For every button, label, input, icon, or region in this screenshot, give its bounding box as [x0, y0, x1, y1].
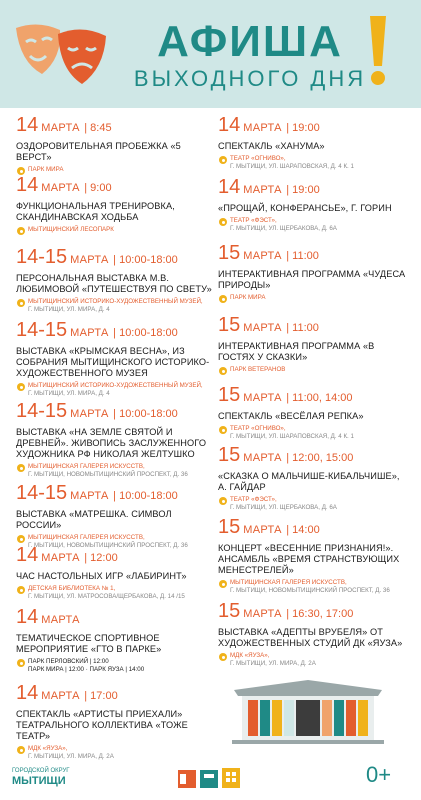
event-card	[218, 384, 364, 440]
event-month: МАРТА	[41, 690, 80, 702]
event-month: МАРТА	[243, 608, 282, 620]
event-name: ВЫСТАВКА «МАТРЕШКА. СИМВОЛ РОССИИ»	[16, 509, 172, 530]
event-name: СПЕКТАКЛЬ «ВЕСЁЛАЯ РЕПКА»	[218, 411, 364, 421]
event-month: МАРТА	[70, 490, 109, 502]
event-name: ЧАС НАСТОЛЬНЫХ ИГР «ЛАБИРИНТ»	[16, 571, 187, 581]
location-pin-icon	[219, 426, 227, 434]
event-month: МАРТА	[243, 122, 282, 134]
event-place: ТЕАТР «ОГНИВО», Г. МЫТИЩИ, УЛ. ШАРАПОВСКАЯ, Д. 4 К. 1	[218, 155, 354, 170]
event-month: МАРТА	[70, 408, 109, 420]
event-day: 14-15	[16, 246, 68, 268]
location-pin-icon	[219, 580, 227, 588]
event-card	[218, 444, 408, 511]
event-card	[16, 682, 212, 760]
event-day: 15	[218, 384, 241, 406]
event-time: | 10:00-18:00	[113, 254, 178, 266]
event-day: 14-15	[16, 319, 68, 341]
event-time: | 17:00	[84, 690, 118, 702]
event-card	[218, 114, 354, 170]
event-month: МАРТА	[70, 254, 109, 266]
event-month: МАРТА	[243, 184, 282, 196]
partner-logos-icon	[178, 766, 242, 790]
logo-small-text: ГОРОДСКОЙ ОКРУГ	[12, 768, 70, 774]
event-card	[16, 246, 212, 313]
event-name: ИНТЕРАКТИВНАЯ ПРОГРАММА «В ГОСТЯХ У СКАЗКИ»	[218, 341, 375, 362]
event-time: | 10:00-18:00	[113, 327, 178, 339]
event-name: ФУНКЦИОНАЛЬНАЯ ТРЕНИРОВКА, СКАНДИНАВСКАЯ ХОДЬБА	[16, 201, 175, 222]
event-month: МАРТА	[41, 182, 80, 194]
event-name: КОНЦЕРТ «ВЕСЕННИЕ ПРИЗНАНИЯ!». АНСАМБЛЬ «ВРЕМЯ СТРАНСТВУЮЩИХ МЕНЕСТРЕЛЕЙ»	[218, 543, 400, 575]
event-time: | 19:00	[286, 184, 320, 196]
event-name: «ПРОЩАЙ, КОНФЕРАНСЬЕ», Г. ГОРИН	[218, 203, 392, 213]
event-place: МЫТИЩИНСКИЙ ИСТОРИКО-ХУДОЖЕСТВЕННЫЙ МУЗЕЙ, Г. МЫТИЩИ, УЛ. МИРА, Д. 4	[16, 298, 212, 313]
event-day: 14-15	[16, 482, 68, 504]
event-place: МЫТИЩИНСКИЙ ИСТОРИКО-ХУДОЖЕСТВЕННЫЙ МУЗЕЙ, Г. МЫТИЩИ, УЛ. МИРА, Д. 4	[16, 382, 212, 397]
event-place: ПАРК МИРА	[218, 294, 408, 302]
event-place: МДК «ЯУЗА», Г. МЫТИЩИ, УЛ. МИРА, Д. 2А	[218, 652, 408, 667]
header	[0, 0, 421, 108]
event-name: ВЫСТАВКА «АДЕПТЫ ВРУБЕЛЯ» ОТ ХУДОЖЕСТВЕННЫХ СТУДИЙ ДК «ЯУЗА»	[218, 627, 403, 648]
location-pin-icon	[17, 227, 25, 235]
location-pin-icon	[17, 535, 25, 543]
event-card	[218, 242, 408, 302]
event-day: 14-15	[16, 400, 68, 422]
event-place: ТЕАТР «ФЭСТ», Г. МЫТИЩИ, УЛ. ЩЕРБАКОВА, Д. 6А	[218, 217, 392, 232]
event-month: МАРТА	[243, 452, 282, 464]
event-time: | 19:00	[286, 122, 320, 134]
event-card	[16, 544, 187, 600]
theater-masks-icon	[12, 18, 110, 90]
event-time: | 12:00, 15:00	[286, 452, 354, 464]
event-card	[16, 606, 212, 673]
event-day: 15	[218, 600, 241, 622]
event-place: МЫТИЩИНСКАЯ ГАЛЕРЕЯ ИСКУССТВ, Г. МЫТИЩИ, НОВОМЫТИЩИНСКИЙ ПРОСПЕКТ, Д. 36	[16, 534, 212, 549]
event-time: | 11:00	[286, 250, 319, 262]
event-day: 14	[16, 114, 39, 136]
event-place: ПАРК ПЕРЛОВСКИЙ | 12:00 ПАРК МИРА | 12:00 · ПАРК ЯУЗА | 14:00	[16, 658, 212, 673]
event-day: 15	[218, 314, 241, 336]
event-place: МЫТИЩИНСКИЙ ЛЕСОПАРК	[16, 226, 212, 234]
location-pin-icon	[219, 218, 227, 226]
event-name: ПЕРСОНАЛЬНАЯ ВЫСТАВКА М.В. ЛЮБИМОВОЙ «ПУТЕШЕСТВУЯ ПО СВЕТУ»	[16, 273, 212, 294]
event-place: ПАРК ВЕТЕРАНОВ	[218, 366, 408, 374]
event-day: 14	[16, 606, 39, 628]
event-time: | 9:00	[84, 182, 112, 194]
event-time: | 10:00-18:00	[113, 408, 178, 420]
event-place: ПАРК МИРА	[16, 166, 212, 174]
location-pin-icon	[219, 367, 227, 375]
event-day: 14	[16, 174, 39, 196]
event-day: 14	[218, 176, 241, 198]
event-month: МАРТА	[243, 250, 282, 262]
event-time: | 10:00-18:00	[113, 490, 178, 502]
exclamation-icon	[366, 14, 390, 88]
event-name: СПЕКТАКЛЬ «ХАНУМА»	[218, 141, 325, 151]
event-time: | 11:00	[286, 322, 319, 334]
event-card	[16, 482, 212, 549]
event-time: | 12:00	[84, 552, 118, 564]
event-month: МАРТА	[243, 524, 282, 536]
event-time: | 16:30, 17:00	[286, 608, 354, 620]
location-pin-icon	[219, 653, 227, 661]
event-day: 15	[218, 444, 241, 466]
event-place: МЫТИЩИНСКАЯ ГАЛЕРЕЯ ИСКУССТВ, Г. МЫТИЩИ, НОВОМЫТИЩИНСКИЙ ПРОСПЕКТ, Д. 36	[16, 463, 212, 478]
logo-big-text: МЫТИЩИ	[12, 775, 66, 787]
event-name: ИНТЕРАКТИВНАЯ ПРОГРАММА «ЧУДЕСА ПРИРОДЫ»	[218, 269, 406, 290]
event-place: ТЕАТР «ОГНИВО», Г. МЫТИЩИ, УЛ. ШАРАПОВСКАЯ, Д. 4 К. 1	[218, 425, 364, 440]
event-day: 15	[218, 516, 241, 538]
location-pin-icon	[17, 464, 25, 472]
event-card	[16, 114, 212, 174]
event-card	[218, 314, 408, 374]
event-name: ОЗДОРОВИТЕЛЬНАЯ ПРОБЕЖКА «5 ВЕРСТ»	[16, 141, 181, 162]
event-month: МАРТА	[243, 322, 282, 334]
event-name: ВЫСТАВКА «КРЫМСКАЯ ВЕСНА», ИЗ СОБРАНИЯ МЫТИЩИНСКОГО ИСТОРИКО-ХУДОЖЕСТВЕННОГО МУЗЕЯ	[16, 346, 210, 378]
location-pin-icon	[219, 295, 227, 303]
event-time: | 8:45	[84, 122, 112, 134]
location-pin-icon	[17, 383, 25, 391]
age-rating-badge: 0+	[366, 762, 392, 787]
page-subtitle: ВЫХОДНОГО ДНЯ	[133, 66, 367, 91]
event-month: МАРТА	[41, 552, 80, 564]
event-day: 14	[16, 682, 39, 704]
location-pin-icon	[17, 299, 25, 307]
event-card	[16, 319, 212, 397]
event-time: | 11:00, 14:00	[286, 392, 353, 404]
event-month: МАРТА	[243, 392, 282, 404]
event-time: | 14:00	[286, 524, 320, 536]
event-day: 14	[218, 114, 241, 136]
event-day: 15	[218, 242, 241, 264]
city-logo	[12, 768, 72, 787]
location-pin-icon	[17, 586, 25, 594]
event-card	[218, 176, 392, 232]
location-pin-icon	[219, 156, 227, 164]
event-place: МЫТИЩИНСКАЯ ГАЛЕРЕЯ ИСКУССТВ, Г. МЫТИЩИ, НОВОМЫТИЩИНСКИЙ ПРОСПЕКТ, Д. 36	[218, 579, 408, 594]
event-place: ТЕАТР «ФЭСТ», Г. МЫТИЩИ, УЛ. ЩЕРБАКОВА, Д. 6А	[218, 496, 408, 511]
event-place: МДК «ЯУЗА», Г. МЫТИЩИ, УЛ. МИРА, Д. 2А	[16, 745, 212, 760]
event-card	[218, 516, 408, 594]
event-month: МАРТА	[70, 327, 109, 339]
building-illustration	[228, 676, 388, 746]
event-day: 14	[16, 544, 39, 566]
event-place: ДЕТСКАЯ БИБЛИОТЕКА № 1, Г. МЫТИЩИ, УЛ. МАТРОСОВА/ЩЕРБАКОВА, Д. 14 /15	[16, 585, 187, 600]
event-month: МАРТА	[41, 122, 80, 134]
event-month: МАРТА	[41, 614, 80, 626]
event-name: ТЕМАТИЧЕСКОЕ СПОРТИВНОЕ МЕРОПРИЯТИЕ «ГТО В ПАРКЕ»	[16, 633, 162, 654]
event-card	[16, 174, 212, 234]
event-card	[218, 600, 408, 667]
page-title: АФИША	[157, 17, 343, 66]
event-name: «СКАЗКА О МАЛЬЧИШЕ-КИБАЛЬЧИШЕ», А. ГАЙДАР	[218, 471, 400, 492]
location-pin-icon	[17, 746, 25, 754]
location-pin-icon	[17, 659, 25, 667]
event-card	[16, 400, 212, 478]
event-name: ВЫСТАВКА «НА ЗЕМЛЕ СВЯТОЙ И ДРЕВНЕЙ». ЖИВОПИСЬ ЗАСЛУЖЕННОГО ХУДОЖНИКА РФ НИКОЛАЯ ЖЕЛТУШКО	[16, 427, 207, 459]
event-name: СПЕКТАКЛЬ «АРТИСТЫ ПРИЕХАЛИ» ТЕАТРАЛЬНОГО КОЛЛЕКТИВА «ТОЖЕ ТЕАТР»	[16, 709, 188, 741]
location-pin-icon	[219, 497, 227, 505]
